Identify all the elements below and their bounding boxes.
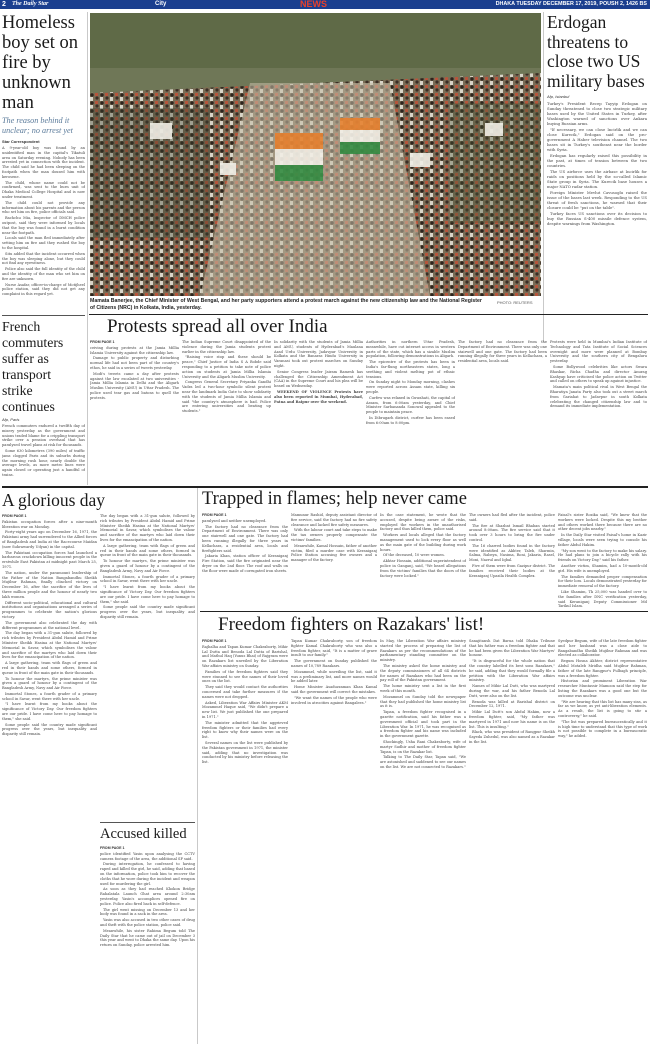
column-rule	[87, 12, 88, 485]
paragraph: paralysed and neither unemployed.	[202, 518, 267, 523]
divider	[200, 611, 648, 612]
paragraph: Foreign Minister Mevlut Cavusoglu raised the issue of the bases last week. Responding to the US threat of fresh sanctions, he warned that their closure could be "put on the table".	[547, 190, 647, 210]
paragraph: The day began with a 31-gun salute, followed by rich tributes by President Abdul Hamid and Prime Minister Sheikh Hasina at the National Martyrs' Memorial in Savar, which symbolises the valour and sacrifice of the martyrs who laid down their lives for the emancipation of the nation.	[100, 514, 195, 542]
protest-photo	[90, 13, 541, 296]
paragraph: The nation, under the paramount leadership of the Father of the Nation Bangabandhu Sheikh Mujibur Rahman, finally clinched victory on December 16, after the sacrifice of the lives of three million people and the honour of nearly two lakh women.	[2, 570, 97, 599]
paragraph: Several names on the list were published by the Pakistan government in 1971, the minister said, adding that no investigation was conducted by his ministry before releasing the list.	[202, 740, 288, 765]
paragraph: Mozammel, while unveiling the list, said it was a preliminary list, and more names would be added later.	[291, 669, 377, 684]
story-india-headline: Protests spread all over India	[107, 316, 328, 337]
paragraph: "I have learnt from my books about the significance of Victory Day. Our freedom fighters are our pride. I have come here to pay homage to them," she said.	[100, 585, 195, 604]
paragraph: In Dibrugarh district, curfew has been eased from 6:00am to 8:00pm.	[366, 415, 455, 425]
paragraph: Meanwhile, Kamal Hossain, father of another victim, filed a murder case with Keraniganj Police Station accusing five owners and a manager of the factory.	[291, 543, 377, 563]
paragraph: Immortal Stones, a fourth grader of a primary school in Savar, went there with her uncle.	[2, 691, 97, 701]
headline: Erdogan threatens to close two US military bases	[547, 12, 645, 91]
paragraph: Begum Hosna Akhter, district representative Abdul Motaleb Mridha said Mujibur Rahman, father of the late Rangpur's Fulbagh principle, was a freedom fighter.	[558, 659, 647, 678]
paragraph: Another victim, Shamim, had a 10-month-old girl. His wife is unemployed.	[558, 563, 647, 573]
column-rule	[197, 488, 198, 1044]
paragraph: Asked, Liberation War Affairs Minister AKM Mozammel Haque said, "We didn't prepare a new list. We just published the one prepared in 1971."	[202, 700, 288, 719]
paragraph: Historian and prominent Liberation War researcher Muntassir Mamoon said the step for listing the Razakars was a good one but the outcome was unclear.	[558, 679, 647, 698]
story-razakars-col-4	[469, 639, 555, 1044]
paragraph: Erdogan has regularly raised this possibility in the past, at times of tension between the two countries.	[547, 153, 647, 168]
article-body	[2, 146, 85, 342]
paragraph: Congress General Secretary Priyanka Gandhi Vadra led a two-hour symbolic silent protest near the landmark India Gate to show solidarity with the students of Jamia Millia Islamia and said "the country's atmosphere is bad. Police are entering universities and beating up students."	[182, 380, 271, 414]
story-razakars-col-1	[202, 639, 288, 1044]
story-trapped-col-3	[380, 513, 466, 609]
paragraph: Different socio-political, educational and cultural institutions and organisations arranged a series of programmes to celebrate the nation's glorious victory.	[2, 600, 97, 619]
paragraph: Protests were held in Mumbai's Indian Institute of Technology and Tata Institute of Social Sciences overnight and more were planned at Bombay University and the southern city of Bengaluru yesterday.	[550, 340, 647, 364]
paragraph: Home Minister Asaduzzaman Khan Kamal said the government will correct the mistakes.	[291, 685, 377, 694]
paragraph: Authorities in northern Uttar Pradesh, meanwhile, have cut internet access in western parts of the state, which has a sizable Muslim population, following demonstrations in Aligarh.	[366, 340, 455, 359]
paragraph: Forty-eight years ago on December 16, 1971, the Pakistani army had surrendered to the Allied forces of Bangladesh and India at the Racecourse Maidan (now Suhrawardy Udyan) in the capital.	[2, 530, 97, 549]
paragraph: A large gathering, team with flags of green and red in their hands and some others, formed in queue in front of the main gate in their thousands.	[2, 661, 97, 675]
paragraph: Benoda was killed at Barishal district on December 12, 1971.	[469, 699, 555, 709]
paragraph: The girl went missing on December 13 and her body was found in a sack in the area.	[100, 907, 195, 917]
paragraph: Modi's tweets came a day after protests against the law escalated at two universities - Jamia Millia Islamia in Delhi and the Aligarh Muslim University (AMU) in Uttar Pradesh. The police used tear gas and batons to quell the protests.	[90, 371, 179, 400]
masthead	[0, 0, 650, 9]
story-killed-headline: Accused killed	[100, 826, 187, 842]
paragraph: Faisal's sister Rozika said, "We knew that the workers were locked. Despite this my brother and others worked there because there are no other decent jobs nearby."	[558, 513, 647, 532]
story-trapped-headline: Trapped in flames; help never came	[202, 489, 467, 509]
dateline: DHAKA TUESDAY DECEMBER 17, 2019, POUSH 2, 1426 BS	[495, 1, 647, 7]
page-number: 2	[2, 1, 6, 8]
story-homeless	[2, 13, 85, 342]
story-trapped-col-4	[469, 513, 555, 609]
paragraph: Mozammel on Sunday told the newspaper that they had published the home ministry list as it is.	[380, 694, 466, 709]
paragraph: Five of them were from Gazipur district. The families received their bodies at the Keraniganj Upazila Health Complex.	[469, 563, 555, 578]
paragraph: Senior Congress leader Jairam Ramesh has challenged the Citizenship Amendment Act (CAA) in the Supreme Court and his plea will be heard on Wednesday.	[274, 369, 363, 389]
paragraph: During interrogation, he confessed to having raped and killed the girl, he said, adding that based on the information, police took him to recover the cloths that he wore during the incident and weapon used for murdering the girl.	[100, 862, 195, 886]
paragraph: Mamata's main political rival in West Bengal the Bharatiya Janata Party also took out a street march from Gariahat to Jadavpur in south Kolkata celebrating the changed citizenship law and to demand its immediate implementation.	[550, 385, 647, 409]
paragraph: They said they would contact the authorities concerned and take further measures if the names were not dropped.	[202, 685, 288, 699]
paragraph: The day began with a 31-gun salute, followed by rich tributes by President Abdul Hamid and Prime Minister Sheikh Hasina at the National Martyrs' Memorial in Savar, which symbolises the valour and sacrifice of the martyrs who laid down their lives for the emancipation of the nation.	[2, 631, 97, 660]
paragraph: Mihir Lal Dutt's son Abdul Hakim, now a freedom fighter, said, "My father was martyred in 1971 and now his name is on the list. This is insulting."	[469, 710, 555, 729]
paragraph: In solidarity with the students of Jamia Millia and AMU, students of Hyderabad's Maulana Azad Urdu University, Jadavpur University in Kolkata and the Banaras Hindu University in Varanasi took out protest marches on Sunday night.	[274, 340, 363, 368]
paragraph: In the case statement, he wrote that the accused, despite being aware of the risks, employed the workers in the unauthorised factory and thus killed them, police said.	[380, 513, 466, 532]
paragraph: Meanwhile, his sister Rahima Begum told The Daily Star that he came out of jail on December 3 this year and went to Dhaka the same day. Upon his return on Sunday, police arrested him.	[100, 928, 195, 948]
paragraph: A 9-year-old boy was found by an unidentified man in the capital's Tikatuli area on Saturday evening. Nobody has been arrested yet in connection with the incident. The child said he had been sleeping on the footpath when the man doused him with kerosene.	[2, 146, 85, 179]
story-glorious-col-2	[100, 514, 195, 820]
paragraph: To honour the martyrs, the prime minister was given a guard of honour by a contingent of the Bangladesh Army, Navy and Air Force.	[100, 559, 195, 573]
story-killed-body	[100, 846, 195, 1044]
paragraph: The Indian Supreme Court disappointed of the violence during the Jamia students protest earlier in the citizenship law.	[182, 340, 271, 354]
paragraph: In the Daily Star visited Faisal's home in Kazir village, locals were seen trying to console his father Abdul Hakim.	[558, 533, 647, 547]
paragraph: Turkey faces US sanctions over its decision to buy the Russian S-400 missile defence system, despite warnings from Washington.	[547, 211, 647, 226]
paragraph: Pakistan occupation forces after a nine-month liberation war on Monday.	[2, 519, 97, 529]
paragraph: Some people said the country made significant progress over the years, but inequality and disparity still remain.	[2, 722, 97, 737]
story-glorious-col-1	[2, 514, 97, 1044]
paragraph: Locals said the man fled immediately after setting him on fire and they rushed the boy to the hospital.	[2, 236, 85, 250]
paragraph: police identified Yasin upon analysing the CCTV camera footage of the area, the additional SP said.	[100, 851, 195, 861]
divider	[2, 315, 85, 316]
paragraph: With the labour court and take steps to make the tax owners properly compensate the victims' families.	[291, 528, 377, 542]
paragraph: Akhtar Hossain, additional superintendent of police in Ganganj, said, "We heard allegations from the victims' families that the doors of the factory were locked."	[380, 559, 466, 578]
paragraph: As soon as they had reached Khokon Bridge Rahalatala Launch Ghat area around 2:30am yesterday, Yasin's accomplices opened fire on police. Police also fired back in self-defence.	[100, 887, 195, 906]
paragraph: The government also celebrated the day with different programmes at the national level.	[2, 620, 97, 630]
byline: Afp, Istanbul	[547, 94, 570, 99]
story-india-col-1	[90, 340, 179, 485]
paragraph: The home ministry sent a list in the first week of this month.	[380, 684, 466, 693]
paragraph: "If necessary, we can close Incirlik and we can close Kurecik," Erdogan said on the pro-government A Haber television channel. The two bases sit in Turkey's southeast near the border with Syria.	[547, 127, 647, 152]
paragraph: The families demanded proper compensation for their loss. Locals demonstrated yesterday for immediate removal of the factory.	[558, 574, 647, 589]
section-label: City	[155, 1, 167, 7]
story-french	[2, 319, 85, 504]
paragraph: Tapan Kumar Chakraborty, son of freedom fighter Kamal Chakraborty who was also a freedom fighter, said, "It is a matter of grave insult to our family."	[291, 639, 377, 658]
paragraph: The US airforce uses the airbase at Incirlik for raids on positions held by the so-called Islamic State group in Syria. The Kurecik base houses a major NATO radar station.	[547, 169, 647, 189]
story-razakars-col-3	[380, 639, 466, 1044]
story-trapped-col-2	[291, 513, 377, 609]
paragraph: To honour the martyrs, the prime minister was given a guard of honour by a contingent of the Bangladesh Army, Navy and Air Force.	[2, 676, 97, 691]
paragraph: The ministry asked the home ministry and the deputy commissioners of all 64 districts for names of Razakars who had been on the pay roll of the Pakistan government.	[380, 663, 466, 683]
story-india-col-5	[458, 340, 547, 485]
paragraph: Turkey's President Recep Tayyip Erdogan on Sunday threatened to close two strategic military bases used by the United States in Turkey, after Washington warned of sanctions over Ankara buying Russian arms.	[547, 101, 647, 126]
paragraph: "We are hearing that this list has many sins, as far as we know, as yet anti-liberation elements. As a result, the list is going to stir a controversy," he said.	[558, 699, 647, 718]
paragraph: Situ added that the incident occurred when the boy was sleeping alone, but they could not find any eyewitness.	[2, 251, 85, 266]
paragraph: The epicentre of the protests has been in India's far-flung northeastern states, long a seething and violent melting pot of ethnic tensions.	[366, 360, 455, 379]
paragraph: Jakaria Khan, station officer of Keraniganj Fire Station, said the fire originated near the dryer on the 2nd floor. The roof and walls on the floor were made of corrugated iron sheets.	[202, 554, 288, 573]
paragraph: French commuters endured a twelfth day of misery yesterday as the government and unions traded blame for a crippling transport strike over a pension overhaul that has paralysed travel plans at risk for thousands.	[2, 424, 85, 448]
story-erdogan	[547, 13, 647, 321]
paragraph: Families of the freedom fighters said they were stunned to see the names of their loved ones on the list.	[202, 669, 288, 684]
story-trapped-col-5	[558, 513, 647, 609]
paragraph: Yasin was also accused in two other cases of drug and theft with the police station, police said.	[100, 918, 195, 927]
photo-credit: PHOTO: REUTERS	[497, 300, 533, 305]
story-india-col-6	[550, 340, 647, 485]
paragraph: The government on Sunday published the names of 10,789 Razakars.	[291, 659, 377, 668]
story-india-col-4	[366, 340, 455, 485]
story-razakars-col-2	[291, 639, 377, 1044]
byline: Afp, Paris	[2, 417, 20, 422]
paragraph: Police also said the full identity of the child and the identity of the man who set him on fire are unknown.	[2, 267, 85, 281]
paragraph: Names of Mihir Lal Dutt, who was martyred during the war, and his father Benoda Lal Dutt, were also on the list.	[469, 684, 555, 698]
article-body	[547, 101, 647, 321]
paragraph: WEEKEND OF VIOLENCE Protests have also been reported in Mumbai, Hyderabad, Patna and Raipur over the weekend.	[274, 389, 363, 404]
divider	[100, 822, 195, 823]
paragraph: Some people said the country made significant progress over the years, but inequality and disparity still remain.	[100, 605, 195, 619]
paragraph: Syedpur Begum, wife of the late freedom fighter and her husband was a close aide to Bangabandhu Sheikh Mujibur Rahman and was elected as collaborator.	[558, 639, 647, 658]
paragraph: Damage to public property and disturbing normal life had not been part of the country's ethos, he said in a series of tweets yesterday.	[90, 356, 179, 370]
paragraph: A large gathering, team with flags of green and red in their hands and some others, formed in queue in front of the main gate in their thousands.	[100, 543, 195, 558]
news-label: NEWS	[300, 0, 327, 9]
paragraph: Some 630 kilometres (390 miles) of traffic jams clogged Paris and its suburbs during the morning rush hour, nearly double the average levels, as more metro lines were again closed or operating just a handful of trains.	[2, 448, 85, 477]
paragraph: "Raising voice stop and these should be peace," Chief Justice of India S A Bobde said responding to a petition to take note of police action on students at Jamia Millia Islamia University and the Aligarh Muslim University.	[182, 355, 271, 379]
paragraph: The factory had no clearance from the Department of Environment. There was only one stairwell and one gate. The factory had been running illegally for three years in Kellachara, a residential area, locals said.	[458, 340, 547, 364]
paragraph: Immortal Stones, a fourth grader of a primary school in Savar, went there with her uncle.	[100, 574, 195, 584]
paragraph: Sanajitansh Dat Barua told Dhaka Tribune that his father was a freedom fighter and that he had been given the Liberation War Martyrs' honour.	[469, 639, 555, 658]
paragraph: Bachchu Mia, Inspector of DMCH police outpost, said they were informed by locals that the boy was found in a burnt condition near the footpath.	[2, 216, 85, 235]
paragraph: The minister admitted that the aggrieved freedom fighters or their families had every right to know why their names were on the list.	[202, 720, 288, 740]
paragraph: "It is disgraceful for the whole nation that the country labelled its best sons Razakars," he said, adding that they would formally file a petition with the Liberation War affairs ministry.	[469, 659, 555, 683]
paragraph: "My son went to the factory to make his salary. He had plans to join a bicycle rally with his friends on Victory Day," said his father.	[558, 548, 647, 563]
paragraph: Talking to The Daily Star, Tapan said, "We are astonished and saddened to see our names on the list. We are not connected to Razakars."	[380, 755, 466, 769]
paragraph: On Sunday night to Monday morning, clashes were reported across Assam state, killing six people.	[366, 380, 455, 394]
story-india-col-3	[274, 340, 363, 485]
paragraph: The owners had fled after the incident, police said.	[469, 513, 555, 522]
paragraph: In May, the Liberation War affairs ministry started the process of preparing the list of Razakars as per the recommendations of the parliamentary standing committee on the ministry.	[380, 639, 466, 663]
paragraph: "I have learnt from my books about the significance of Victory Day. Our freedom fighters are our pride. I have come here to pay homage to them," she said.	[2, 702, 97, 721]
paragraph: Shockingly, Usha Rani Chakraborty, wife of martyr Sudhir and mother of freedom fighter Tapan, is on the Razakar list.	[380, 739, 466, 754]
paragraph: The fire at Shazbat Ismail Bhaban started around 8:00am. The fire service said that it took over 3 hours to bring the fire under control.	[469, 523, 555, 542]
byline: FROM PAGE 1	[90, 340, 115, 344]
story-india-col-2	[182, 340, 271, 485]
headline: French commuters suffer as transport strike continues	[2, 319, 64, 414]
paragraph: Rajbalha and Tapan Kumar Chakraborty, Mihir Lal Dutta and Benoda Lal Dutta of Barishal, and Mathul Haq (Yunus Bhai) of Rajgram were on Razakars list unveiled by the Liberation War affairs ministry on Sunday.	[202, 644, 288, 668]
story-glorious-headline: A glorious day	[2, 490, 106, 510]
paragraph: Tapan, a freedom fighter recognised in a gazette notification, said his father was a government official and took part in the Liberation War. In 1971, he was recognised as a freedom fighter and his name was included in the government gazette.	[380, 710, 466, 739]
paragraph: Nurse Asafar, officer-in-charge of Motijheel police station, said they did not get any complaint in this regard yet.	[2, 282, 85, 297]
paper-name: The Daily Star	[12, 1, 49, 7]
paragraph: ceiving during protests at the Jamia Millia Islamia University against the citizenship law.	[90, 345, 179, 355]
paragraph: Mamunur Rashid, deputy assistant director of fire service, said the factory had no fire safety clearance and lacked fire safety measures.	[291, 513, 377, 527]
byline: FROM PAGE 1	[2, 514, 27, 518]
byline: Star Correspondent	[2, 139, 40, 144]
paragraph: Workers and locals alleged that the factory management used to lock every floor as well as the main gate of the building during work hours.	[380, 533, 466, 552]
paragraph: The child, whose name could not be confirmed, was sent to the burn unit of Dhaka Medical College Hospital and is now under treatment.	[2, 180, 85, 199]
paragraph: Black, who was president of Rangpur Sheikh Sayeda Zuhedul, was also named as a Razakar in the list.	[469, 730, 555, 744]
paragraph: Of the deceased, 10 were women.	[383, 553, 445, 558]
byline: FROM PAGE 1	[100, 846, 125, 850]
story-trapped-col-1	[202, 513, 288, 609]
paragraph: Some Bollywood celebrities like actors Swara Bhaskar, Richa Chadha and director Anurag Kashyap have criticised the police action on Twitter and called on others to speak up against injustice.	[550, 364, 647, 384]
paragraph: The child could not provide any information about his parents and the person who set him on fire, police officials said.	[2, 200, 85, 215]
photo-caption: Mamata Banerjee, the Chief Minister of West Bengal, and her party supporters attend a protest march against the new citizenship law and the National Register of Citizens (NRC) in Kolkata, India, yesterday.	[90, 298, 482, 311]
paragraph: "The list was prepared bureaucratically and it is high time to understand that this type of work is not possible to complete in a bureaucratic way," he added.	[558, 719, 647, 739]
deck: The reason behind it unclear; no arrest yet	[2, 116, 73, 135]
paragraph: Like Shamim, Tk 25,000 was handed over to the families after DNC verification yesterday, said Keraniganj Deputy Commissioner Md Tarikul Islam.	[558, 589, 647, 609]
protest-march-image	[90, 13, 541, 296]
divider	[89, 314, 648, 315]
paragraph: The 16 charred bodies found in the factory were identified as Akhter, Taleb, Sharmin, Salma, Rabeya, Nasima, Roni, Jakaria, Rasel, Moni, Nazrul and Iqbal.	[469, 543, 555, 563]
story-razakars-headline: Freedom fighters on Razakars' list!	[218, 614, 485, 635]
paragraph: The Pakistani occupation forces had launched a barbarous crackdown killing innocent people in the erstwhile East Pakistan at midnight past March 25, 1971.	[2, 550, 97, 569]
byline: FROM PAGE 1	[202, 513, 227, 517]
paragraph: Curfew was relaxed in Guwahati, the capital of Assam, from 6:00am yesterday, and Chief Minister Sarbananda Sonowal appealed to the people to maintain peace.	[366, 395, 455, 415]
headline: Homeless boy set on fire by unknown man	[2, 13, 79, 113]
paragraph: The factory had no clearance from the Department of Environment. There was only one stairwell and one gate. The factory had been running illegally for three years in Kellachara, a residential area, locals and firefighters said.	[202, 524, 288, 553]
column-rule	[543, 12, 544, 342]
story-razakars-col-5	[558, 639, 647, 1044]
paragraph: "We want the names of the people who were involved in atrocities against Bangalees."	[291, 695, 377, 705]
byline: FROM PAGE 1	[202, 639, 227, 643]
